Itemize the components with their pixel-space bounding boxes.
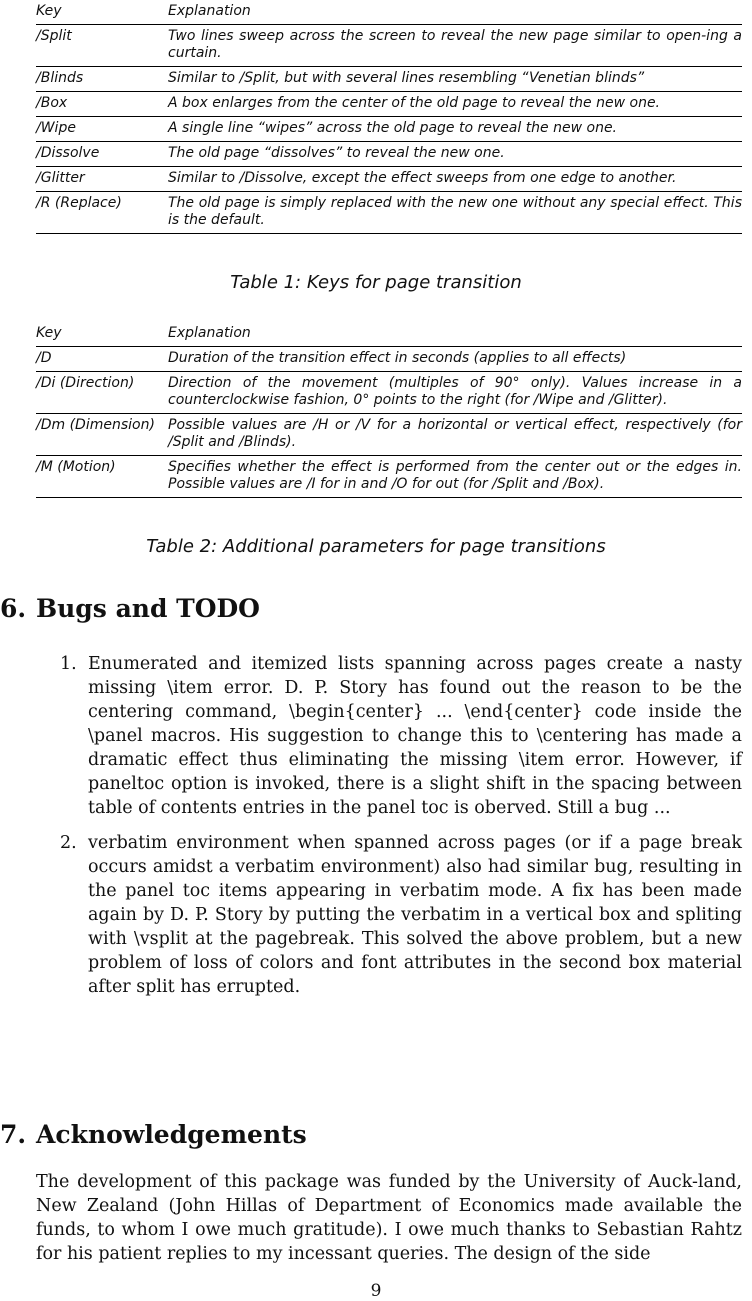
list-item-text: Enumerated and itemized lists spanning across pages create a nasty missing \item error. D. P. Story has found out the reason to be the centering command, \begin{center} ... \end{center} code inside the \panel macros. His suggestion to change this to \centering has made a dramatic effect thus eliminating the missing \item error. However, if paneltoc option is invoked, there is a slight shift in the spacing between table of contents entries in the panel toc is oberved. Still a bug ... [88, 654, 742, 818]
table-row [36, 117, 742, 142]
table-header-explanation: Explanation [168, 325, 251, 341]
table-cell-key: /D [36, 350, 52, 366]
table-row [36, 25, 742, 67]
table-cell-key: /Box [36, 95, 68, 111]
table-cell-key: /Split [36, 28, 72, 44]
table-header-key: Key [36, 325, 62, 341]
table-cell-explanation: Direction of the movement (multiples of 90° only). Values increase in a counterclockwise fashion, 0° points to the right (for /Wipe and /Glitter). [168, 375, 742, 408]
table-cell-key: /Wipe [36, 120, 76, 136]
table-page-transition-keys [36, 0, 742, 234]
table-row [36, 192, 742, 234]
table-cell-key: /Dissolve [36, 145, 100, 161]
list-item [60, 831, 742, 999]
table-cell-explanation: Duration of the transition effect in seconds (applies to all effects) [168, 350, 627, 366]
table-row [36, 142, 742, 167]
table-header-row [36, 0, 742, 25]
section-number: 7. [0, 1120, 27, 1149]
table-cell-key: /Dm (Dimension) [36, 417, 155, 433]
table-cell-explanation: Two lines sweep across the screen to reveal the new page similar to open-ing a curtain. [168, 28, 742, 61]
list-item-text: verbatim environment when spanned across pages (or if a page break occurs amidst a verbatim environment) also had similar bug, resulting in the panel toc items appearing in verbatim mode. A fix has been made again by D. P. Story by putting the verbatim in a vertical box and spliting with \vsplit at the pagebreak. This solved the above problem, but a new problem of loss of colors and font attributes in the second box material after split has errupted. [88, 833, 742, 997]
table-cell-key: /M (Motion) [36, 459, 116, 475]
list-item-number: 2. [60, 833, 77, 853]
table-cell-explanation: Similar to /Dissolve, except the effect sweeps from one edge to another. [168, 170, 677, 186]
table-cell-key: /Di (Direction) [36, 375, 135, 391]
page-number: 9 [370, 1281, 382, 1301]
bugs-list [60, 652, 742, 1010]
section-title: Acknowledgements [36, 1120, 307, 1149]
table-cell-key: /Blinds [36, 70, 84, 86]
table-row [36, 167, 742, 192]
table-cell-explanation: The old page is simply replaced with the new one without any special effect. This is the default. [168, 195, 742, 228]
table-row [36, 414, 742, 456]
table-caption: Table 2: Additional parameters for page transitions [146, 536, 606, 557]
table-row [36, 372, 742, 414]
acknowledgements-paragraph: The development of this package was funded by the University of Auck-land, New Zealand (John Hillas of Department of Economics made available the funds, to whom I owe much gratitude). I owe much thanks to Sebastian Rahtz for his patient replies to my incessant queries. The design of the side [36, 1172, 742, 1264]
table-caption: Table 1: Keys for page transition [230, 272, 522, 293]
table-cell-key: /Glitter [36, 170, 85, 186]
table-header-row [36, 322, 742, 347]
table-cell-explanation: Possible values are /H or /V for a horizontal or vertical effect, respectively (for /Split and /Blinds). [168, 417, 742, 450]
table-row [36, 92, 742, 117]
table-cell-explanation: The old page “dissolves” to reveal the new one. [168, 145, 505, 161]
table-row [36, 347, 742, 372]
table-header-key: Key [36, 3, 62, 19]
table-cell-explanation: A single line “wipes” across the old page to reveal the new one. [168, 120, 618, 136]
table-cell-key: /R (Replace) [36, 195, 122, 211]
table-cell-explanation: A box enlarges from the center of the old page to reveal the new one. [168, 95, 661, 111]
table-cell-explanation: Specifies whether the effect is performed from the center out or the edges in. Possible values are /I for in and /O for out (for /Split and /Box). [168, 459, 742, 492]
table-row [36, 67, 742, 92]
section-number: 6. [0, 594, 27, 623]
section-heading-bugs [0, 594, 260, 623]
section-heading-acknowledgements [0, 1120, 307, 1149]
table-cell-explanation: Similar to /Split, but with several lines resembling “Venetian blinds” [168, 70, 645, 86]
section-title: Bugs and TODO [36, 594, 260, 623]
list-item-number: 1. [60, 654, 77, 674]
table-row [36, 456, 742, 498]
table-additional-parameters [36, 322, 742, 498]
list-item [60, 652, 742, 820]
table-header-explanation: Explanation [168, 3, 251, 19]
